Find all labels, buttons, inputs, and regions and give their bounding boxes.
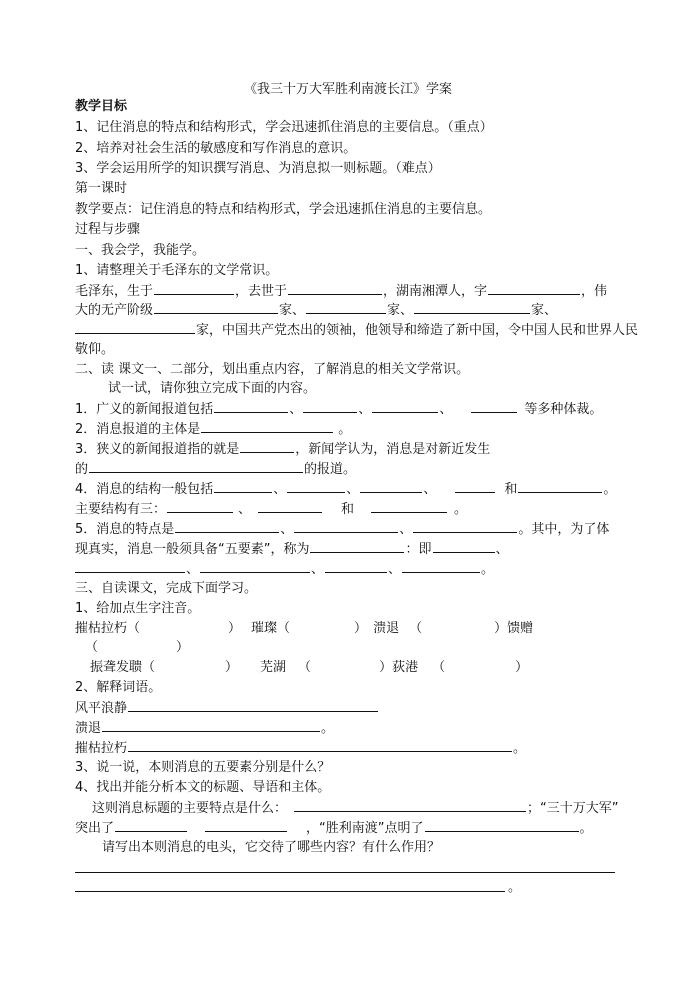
part3-q2: 2、解释词语。 [75, 680, 162, 695]
blank-p2q5-3[interactable] [413, 520, 517, 533]
part1-heading: 一、我会学，我能学。 [75, 243, 206, 258]
blank-structure-3[interactable] [371, 500, 447, 513]
blank-p2q3-1[interactable] [240, 440, 294, 453]
part3-heading: 三、自读课文，完成下面学习。 [75, 581, 258, 596]
blank-p2q4-5[interactable] [518, 480, 602, 493]
blank-courtesy-name[interactable] [488, 282, 580, 295]
part2-q4: 4．消息的结构一般包括 、 、 、 和 。 [75, 482, 617, 497]
part2-q1: 1．广义的新闻报道包括 、 、 、 等多种体裁。 [75, 402, 603, 417]
pinyin-row-2: 振聋发聩（ ） 芜湖 （ ）荻港 （ ） [90, 660, 529, 675]
part2-q3-cont: 的 的报道。 [75, 462, 357, 477]
goal-3: 3、学会运用所学的知识撰写消息、为消息拟一则标题。（难点） [75, 161, 441, 176]
blank-element-5[interactable] [402, 560, 480, 573]
document-title: 《我三十万大军胜利南渡长江》学案 [243, 82, 452, 97]
blank-element-1[interactable] [433, 540, 495, 553]
blank-element-4[interactable] [325, 560, 387, 573]
part2-q5: 5．消息的特点是 、 、 。其中，为了体 [75, 522, 610, 537]
blank-died[interactable] [288, 282, 382, 295]
blank-p2q5-2[interactable] [294, 520, 398, 533]
blank-role-4[interactable] [75, 321, 195, 334]
blank-highlight-2[interactable] [205, 819, 287, 832]
blank-structure-1[interactable] [167, 500, 233, 513]
mao-line-2: 大的无产阶级 家、 家、 家、 [75, 303, 558, 318]
part2-q3: 3．狭义的新闻报道指的就是 ，新闻学认为，消息是对新近发生 [75, 442, 491, 457]
part2-try: 试一试，请你独立完成下面的内容。 [108, 381, 317, 396]
blank-highlight-1[interactable] [115, 819, 187, 832]
term-3-line: 摧枯拉朽 。 [75, 741, 527, 756]
blank-victory[interactable] [425, 819, 579, 832]
part3-q4: 4、找出并能分析本文的标题、导语和主体。 [75, 780, 331, 795]
part2-heading: 二、读 课文一、二部分，划出重点内容，了解消息的相关文学常识。 [75, 362, 470, 377]
blank-p2q4-2[interactable] [287, 480, 345, 493]
blank-element-2[interactable] [75, 560, 185, 573]
blank-p2q4-1[interactable] [214, 480, 272, 493]
part3-q1: 1、给加点生字注音。 [75, 601, 201, 616]
blank-five-elements[interactable] [310, 540, 404, 553]
part2-q5-cont: 现真实，消息一般须具备“五要素”，称为 ：即 、 [75, 542, 509, 557]
blank-term-3[interactable] [128, 739, 512, 752]
blank-element-3[interactable] [200, 560, 310, 573]
blank-p2q1-2[interactable] [303, 400, 357, 413]
blank-role-1[interactable] [154, 301, 278, 314]
blank-term-1[interactable] [128, 699, 378, 712]
part3-q4b: 突出了 ，“胜利南渡”点明了 。 [75, 821, 593, 836]
blank-term-2[interactable] [102, 719, 320, 732]
mao-line-4: 敬仰。 [75, 342, 115, 357]
goal-2: 2、培养对社会生活的敏感度和写作消息的意识。 [75, 141, 357, 156]
mao-line-3: 家，中国共产党杰出的领袖，他领导和缔造了新中国，令中国人民和世界人民 [75, 321, 638, 339]
lesson-label: 第一课时 [75, 181, 128, 196]
part3-q4c: 请写出本则消息的电头，它交待了哪些内容？有什么作用？ [102, 840, 441, 855]
answer-line-2[interactable] [75, 891, 505, 892]
blank-p2q1-1[interactable] [214, 400, 288, 413]
blank-p2q1-3[interactable] [372, 400, 438, 413]
part3-q4a: 这则消息标题的主要特点是什么： ；“三十万大军” [92, 801, 619, 816]
term-1-line: 风平浪静 [75, 699, 379, 717]
blank-p2q2[interactable] [201, 420, 333, 433]
blank-p2q4-3[interactable] [360, 480, 422, 493]
part2-q5-elements: 、 、 、 。 [75, 560, 494, 578]
answer-line-1[interactable] [75, 872, 615, 873]
part2-q4-structure: 主要结构有三： 、 和 。 [75, 502, 468, 517]
blank-born[interactable] [154, 282, 234, 295]
part1-q1: 1、请整理关于毛泽东的文学常识。 [75, 263, 279, 278]
blank-role-2[interactable] [306, 301, 386, 314]
blank-p2q3-2[interactable] [89, 460, 303, 473]
blank-role-3[interactable] [414, 301, 530, 314]
goals-heading: 教学目标 [75, 99, 128, 114]
blank-structure-2[interactable] [258, 500, 322, 513]
blank-p2q5-1[interactable] [175, 520, 279, 533]
blank-p2q4-4[interactable] [455, 480, 495, 493]
part2-q2: 2．消息报道的主体是 。 [75, 422, 352, 437]
blank-title-feature[interactable] [294, 799, 526, 812]
pinyin-row-1-cont: （ ） [85, 640, 190, 655]
key-points: 教学要点：记住消息的特点和结构形式，学会迅速抓住消息的主要信息。 [75, 202, 492, 217]
term-2-line: 溃退 。 [75, 721, 335, 736]
blank-p2q1-4[interactable] [471, 400, 517, 413]
part3-q3: 3、说一说，本则消息的五要素分别是什么？ [75, 760, 331, 775]
mao-line-1: 毛泽东，生于 ，去世于 ，湖南湘潭人，字 ，伟 [75, 284, 608, 299]
goal-1: 1、记住消息的特点和结构形式，学会迅速抓住消息的主要信息。（重点） [75, 120, 493, 135]
pinyin-row-1: 摧枯拉朽（ ） 璀璨（ ） 溃退 （ ）馈赠 [75, 621, 534, 636]
process-label: 过程与步骤 [75, 222, 141, 237]
answer-end-mark: 。 [508, 880, 522, 895]
